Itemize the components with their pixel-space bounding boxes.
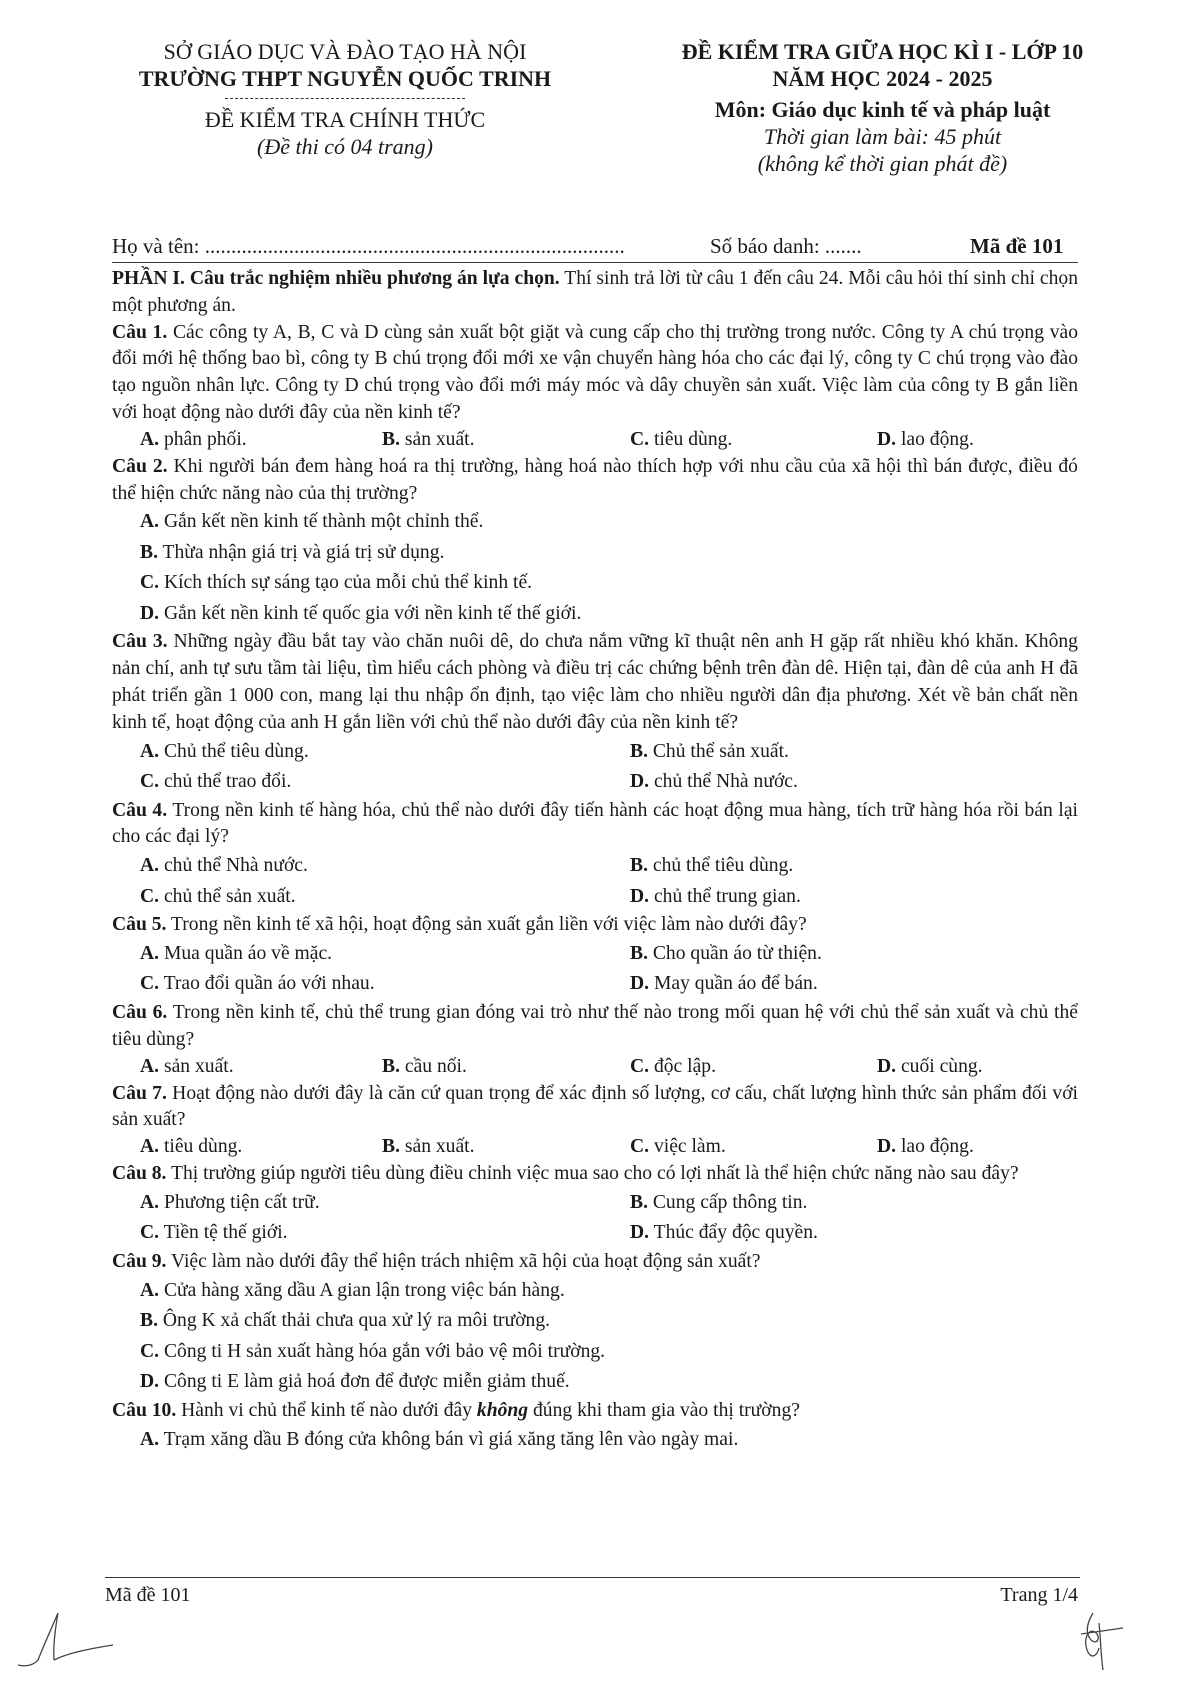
option-letter: D. xyxy=(877,428,897,450)
exam-time: Thời gian làm bài: 45 phút xyxy=(763,124,1002,149)
option-letter: A. xyxy=(140,1191,160,1213)
option-letter: B. xyxy=(140,541,158,563)
option-text: chủ thể sản xuất. xyxy=(159,885,296,907)
option-letter: C. xyxy=(630,1136,650,1158)
option-c[interactable] xyxy=(140,767,291,798)
option-a[interactable] xyxy=(140,1188,320,1219)
question-label: Câu 10. xyxy=(112,1399,177,1421)
question-text: Những ngày đầu bắt tay vào chăn nuôi dê, do chưa nắm vững kĩ thuật nên anh H gặp rất nhiều khó khăn. Không nản chí, anh tự sưu tầm tài liệu, tìm hiểu cách phòng và điều trị các chứng bệnh trên đàn dê. Hiện tại, đàn dê của anh H đã phát triển gần 1 000 con, mang lại thu nhập ổn định, tạo việc làm cho nhiều người dân địa phương. Xét về bản chất nền kinh tế, hoạt động của anh H gắn liền với chủ thể nào dưới đây của nền kinh tế? xyxy=(112,631,1078,733)
option-b[interactable] xyxy=(382,1134,475,1161)
option-letter: A. xyxy=(140,1136,160,1158)
option-d[interactable] xyxy=(877,1134,974,1161)
option-c[interactable] xyxy=(112,568,1078,599)
header-left xyxy=(105,38,585,160)
option-a[interactable] xyxy=(140,939,332,970)
option-d[interactable] xyxy=(630,767,798,798)
option-b[interactable] xyxy=(630,737,789,768)
option-d[interactable] xyxy=(630,969,818,1000)
option-text: May quần áo để bán. xyxy=(649,973,818,995)
option-text: Tiền tệ thế giới. xyxy=(159,1222,288,1244)
option-text: cầu nối. xyxy=(399,1055,467,1077)
option-a[interactable] xyxy=(140,1134,242,1161)
option-b[interactable] xyxy=(112,1306,1078,1337)
signature-left xyxy=(8,1605,118,1675)
option-text: chủ thể trao đổi. xyxy=(159,771,292,793)
option-a[interactable] xyxy=(140,737,309,768)
question-7 xyxy=(112,1081,1078,1135)
option-b[interactable] xyxy=(630,939,822,970)
option-letter: A. xyxy=(140,511,160,533)
footer-exam-code: Mã đề 101 xyxy=(105,1584,191,1606)
pages-note: (Đề thi có 04 trang) xyxy=(257,134,433,159)
option-d[interactable] xyxy=(112,599,1078,630)
option-letter: C. xyxy=(140,973,160,995)
option-letter: A. xyxy=(140,1428,160,1450)
option-text: lao động. xyxy=(896,428,974,450)
exam-type: ĐỀ KIỂM TRA CHÍNH THỨC xyxy=(204,107,486,132)
option-letter: C. xyxy=(140,885,160,907)
option-text: chủ thể trung gian. xyxy=(649,885,801,907)
options-row xyxy=(112,882,1078,913)
option-d[interactable] xyxy=(112,1367,1078,1398)
option-c[interactable] xyxy=(140,1218,288,1249)
option-letter: C. xyxy=(140,771,160,793)
option-b[interactable] xyxy=(382,427,475,454)
option-letter: B. xyxy=(630,942,648,964)
exam-title: ĐỀ KIỂM TRA GIỮA HỌC KÌ I - LỚP 10 xyxy=(681,39,1084,64)
question-text: Thị trường giúp người tiêu dùng điều chỉnh việc mua sao cho có lợi nhất là thể hiện chức năng nào sau đây? xyxy=(166,1163,1019,1185)
option-d[interactable] xyxy=(877,427,974,454)
option-text: Trạm xăng dầu B đóng cửa không bán vì giá xăng tăng lên vào ngày mai. xyxy=(159,1428,739,1450)
option-text: Kích thích sự sáng tạo của mỗi chủ thể kinh tế. xyxy=(159,572,533,594)
exam-time-note: (không kể thời gian phát đề) xyxy=(757,151,1008,176)
options-row xyxy=(112,1188,1078,1219)
option-letter: A. xyxy=(140,740,160,762)
question-label: Câu 5. xyxy=(112,914,167,936)
question-4 xyxy=(112,798,1078,852)
option-text: độc lập. xyxy=(649,1055,716,1077)
option-text: tiêu dùng. xyxy=(159,1136,243,1158)
question-emphasis: không xyxy=(476,1399,529,1421)
option-text: sản xuất. xyxy=(399,1136,475,1158)
option-letter: A. xyxy=(140,942,160,964)
option-d[interactable] xyxy=(877,1054,983,1081)
option-text: Ông K xả chất thải chưa qua xử lý ra môi trường. xyxy=(157,1310,551,1332)
student-name-field[interactable]: Họ và tên: ................................................................................ xyxy=(112,234,625,258)
option-text: Mua quần áo về mặc. xyxy=(159,942,333,964)
option-letter: D. xyxy=(877,1136,897,1158)
option-text: việc làm. xyxy=(649,1136,726,1158)
question-5 xyxy=(112,912,1078,939)
header-right xyxy=(635,38,1130,177)
option-text: Cửa hàng xăng dầu A gian lận trong việc bán hàng. xyxy=(159,1279,565,1301)
option-letter: D. xyxy=(630,885,650,907)
question-2 xyxy=(112,454,1078,508)
header-divider xyxy=(225,98,465,100)
exam-code: Mã đề 101 xyxy=(970,234,1064,258)
option-text: Cho quần áo từ thiện. xyxy=(647,942,822,964)
question-label: Câu 1. xyxy=(112,321,168,343)
question-3 xyxy=(112,629,1078,736)
option-a[interactable] xyxy=(140,427,247,454)
student-id-field[interactable]: Số báo danh: ....... xyxy=(710,234,862,258)
option-letter: B. xyxy=(382,1055,400,1077)
options-row xyxy=(112,737,1078,768)
options-row xyxy=(112,1054,1078,1081)
options-row xyxy=(112,1218,1078,1249)
option-text: Công ti H sản xuất hàng hóa gắn với bảo vệ môi trường. xyxy=(159,1340,606,1362)
option-text: sản xuất. xyxy=(159,1055,234,1077)
option-letter: D. xyxy=(877,1055,897,1077)
options-row xyxy=(112,767,1078,798)
footer-page-number: Trang 1/4 xyxy=(1000,1584,1078,1606)
option-letter: C. xyxy=(140,1340,160,1362)
question-text: Việc làm nào dưới đây thể hiện trách nhiệm xã hội của hoạt động sản xuất? xyxy=(166,1250,761,1272)
question-text-end: đúng khi tham gia vào thị trường? xyxy=(528,1399,800,1421)
option-text: Phương tiện cất trữ. xyxy=(159,1191,320,1213)
option-letter: A. xyxy=(140,1055,160,1077)
option-text: Thừa nhận giá trị và giá trị sử dụng. xyxy=(157,541,445,563)
option-text: cuối cùng. xyxy=(896,1055,983,1077)
option-text: Trao đổi quần áo với nhau. xyxy=(159,973,375,995)
question-8 xyxy=(112,1161,1078,1188)
option-d[interactable] xyxy=(630,882,801,913)
option-letter: D. xyxy=(140,1371,160,1393)
question-text: Khi người bán đem hàng hoá ra thị trường, hàng hoá nào thích hợp với nhu cầu của xã hội thì bán được, điều đó thể hiện chức năng nào của thị trường? xyxy=(112,455,1078,504)
option-c[interactable] xyxy=(630,427,732,454)
question-label: Câu 9. xyxy=(112,1250,167,1272)
question-text: Các công ty A, B, C và D cùng sản xuất bột giặt và cung cấp cho thị trường trong nước. Công ty A chú trọng vào đổi mới hệ thống bao bì, công ty B chú trọng đổi mới xe vận chuyển hàng hóa cho các đại lý, công ty C chú trọng vào đào tạo nguồn nhân lực. Công ty D chú trọng vào đổi mới máy móc và dây chuyền sản xuất. Việc làm của công ty B gắn liền với hoạt động nào dưới đây của nền kinh tế? xyxy=(112,321,1078,423)
signature-right xyxy=(1065,1598,1145,1678)
options-row xyxy=(112,427,1078,454)
question-10 xyxy=(112,1398,1078,1425)
option-letter: C. xyxy=(630,428,650,450)
option-letter: D. xyxy=(140,602,160,624)
option-letter: A. xyxy=(140,428,160,450)
header-rule xyxy=(112,262,1078,263)
option-text: chủ thể Nhà nước. xyxy=(649,771,798,793)
question-label: Câu 8. xyxy=(112,1163,167,1185)
option-c[interactable] xyxy=(140,882,296,913)
option-letter: B. xyxy=(140,1310,158,1332)
option-a[interactable] xyxy=(140,851,308,882)
question-1 xyxy=(112,320,1078,427)
option-a[interactable] xyxy=(140,1054,234,1081)
option-c[interactable] xyxy=(630,1134,726,1161)
option-text: phân phối. xyxy=(159,428,247,450)
option-text: Cung cấp thông tin. xyxy=(647,1191,808,1213)
option-c[interactable] xyxy=(630,1054,716,1081)
exam-header xyxy=(105,38,1130,213)
option-c[interactable] xyxy=(112,1337,1078,1368)
question-text: Trong nền kinh tế xã hội, hoạt động sản xuất gắn liền với việc làm nào dưới đây? xyxy=(166,914,807,936)
options-row xyxy=(112,851,1078,882)
option-letter: B. xyxy=(382,428,400,450)
question-text: Hoạt động nào dưới đây là căn cứ quan trọng để xác định số lượng, cơ cấu, chất lượng hình thức sản phẩm đối với sản xuất? xyxy=(112,1082,1078,1131)
option-a[interactable] xyxy=(112,507,1078,538)
option-b[interactable] xyxy=(630,851,793,882)
option-text: sản xuất. xyxy=(399,428,475,450)
option-text: Gắn kết nền kinh tế quốc gia với nền kinh tế thế giới. xyxy=(159,602,582,624)
option-letter: A. xyxy=(140,1279,160,1301)
option-a[interactable] xyxy=(112,1425,1078,1456)
question-text: Trong nền kinh tế, chủ thể trung gian đóng vai trò như thế nào trong mối quan hệ với chủ thể sản xuất và chủ thể tiêu dùng? xyxy=(112,1001,1078,1050)
option-letter: A. xyxy=(140,855,160,877)
option-letter: C. xyxy=(140,572,160,594)
option-text: Công ti E làm giả hoá đơn để được miễn giảm thuế. xyxy=(159,1371,570,1393)
school-name: TRƯỜNG THPT NGUYỄN QUỐC TRINH xyxy=(138,66,552,91)
question-text: Trong nền kinh tế hàng hóa, chủ thể nào dưới đây tiến hành các hoạt động mua hàng, tích trữ hàng hóa rồi bán lại cho các đại lý? xyxy=(112,799,1078,848)
part1-title: PHẦN I. Câu trắc nghiệm nhiều phương án lựa chọn. xyxy=(112,268,560,289)
option-text: Chủ thể tiêu dùng. xyxy=(159,740,309,762)
question-label: Câu 7. xyxy=(112,1082,167,1104)
option-text: chủ thể Nhà nước. xyxy=(159,855,308,877)
subject-name: Môn: Giáo dục kinh tế và pháp luật xyxy=(714,97,1051,122)
options-row xyxy=(112,939,1078,970)
option-letter: D. xyxy=(630,771,650,793)
option-letter: B. xyxy=(630,855,648,877)
part1-instruction: Thí sinh trả lời từ câu 1 đến câu 24. Mỗi câu hỏi thí sinh chỉ chọn một phương án. xyxy=(112,268,1078,316)
part1-intro xyxy=(112,266,1078,320)
option-letter: C. xyxy=(630,1055,650,1077)
school-year: NĂM HỌC 2024 - 2025 xyxy=(772,66,993,91)
option-letter: D. xyxy=(630,1222,650,1244)
question-label: Câu 4. xyxy=(112,799,168,821)
question-label: Câu 3. xyxy=(112,631,168,653)
option-letter: D. xyxy=(630,973,650,995)
option-letter: B. xyxy=(630,1191,648,1213)
option-c[interactable] xyxy=(140,969,375,1000)
option-text: tiêu dùng. xyxy=(649,428,733,450)
option-text: Gắn kết nền kinh tế thành một chỉnh thể. xyxy=(159,511,484,533)
option-text: Thúc đẩy độc quyền. xyxy=(649,1222,818,1244)
question-6 xyxy=(112,1000,1078,1054)
option-b[interactable] xyxy=(112,538,1078,569)
department-name: SỞ GIÁO DỤC VÀ ĐÀO TẠO HÀ NỘI xyxy=(163,39,527,64)
option-b[interactable] xyxy=(630,1188,807,1219)
option-b[interactable] xyxy=(382,1054,467,1081)
option-text: chủ thể tiêu dùng. xyxy=(647,855,794,877)
options-row xyxy=(112,1134,1078,1161)
options-row xyxy=(112,969,1078,1000)
question-9 xyxy=(112,1249,1078,1276)
option-text: lao động. xyxy=(896,1136,974,1158)
option-d[interactable] xyxy=(630,1218,818,1249)
option-letter: B. xyxy=(630,740,648,762)
option-letter: B. xyxy=(382,1136,400,1158)
page-footer xyxy=(105,1577,1080,1606)
option-letter: C. xyxy=(140,1222,160,1244)
question-label: Câu 2. xyxy=(112,455,168,477)
question-label: Câu 6. xyxy=(112,1001,168,1023)
option-text: Chủ thể sản xuất. xyxy=(647,740,789,762)
question-text: Hành vi chủ thể kinh tế nào dưới đây xyxy=(176,1399,477,1421)
exam-content xyxy=(112,266,1078,1455)
option-a[interactable] xyxy=(112,1276,1078,1307)
